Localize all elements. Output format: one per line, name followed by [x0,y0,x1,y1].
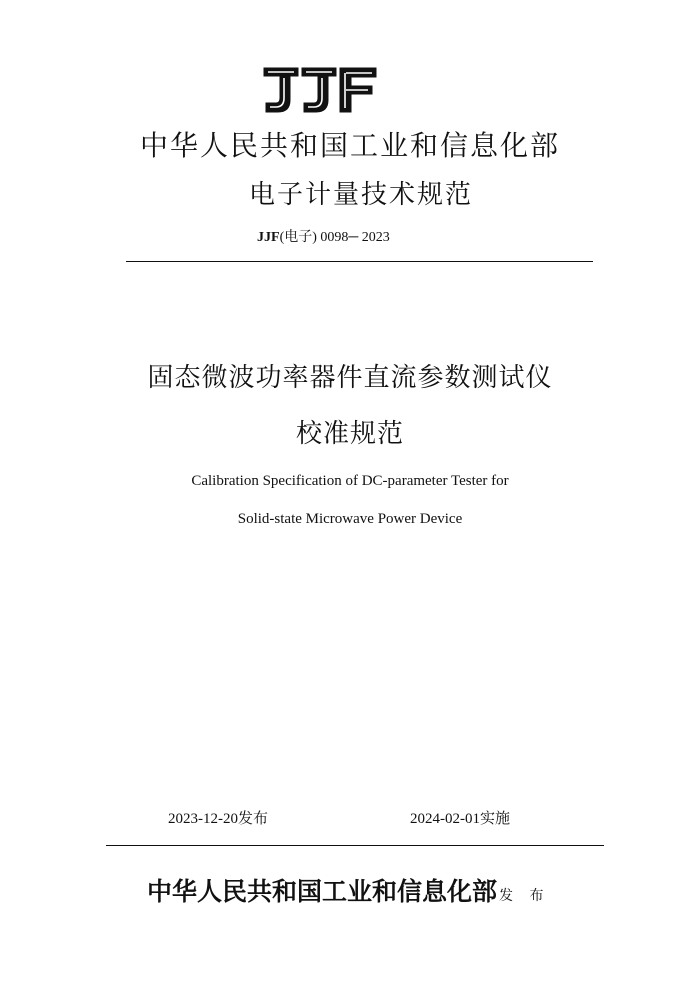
jjf-logo [262,66,378,114]
spec-type-heading: 电子计量技术规范 [248,180,473,210]
document-code-prefix: JJF [257,230,280,245]
document-code [257,229,390,247]
bottom-divider [106,845,604,846]
title-chinese-line-2: 校准规范 [295,419,404,449]
title-english-line-1: Calibration Specification of DC-parameter Tester for [191,473,509,489]
top-divider [126,261,593,262]
issue-date: 2023-12-20发布 [168,811,268,827]
implementation-date: 2024-02-01实施 [410,811,510,827]
ministry-heading: 中华人民共和国工业和信息化部 [139,129,560,162]
title-english-line-2: Solid-state Microwave Power Device [237,511,463,527]
publish-label: 发 布 [499,888,550,904]
document-code-number: (电子) 0098─ 2023 [279,230,390,245]
publisher [147,875,549,913]
publisher-name: 中华人民共和国工业和信息化部 [147,877,498,906]
title-chinese-line-1: 固态微波功率器件直流参数测试仪 [147,363,553,393]
